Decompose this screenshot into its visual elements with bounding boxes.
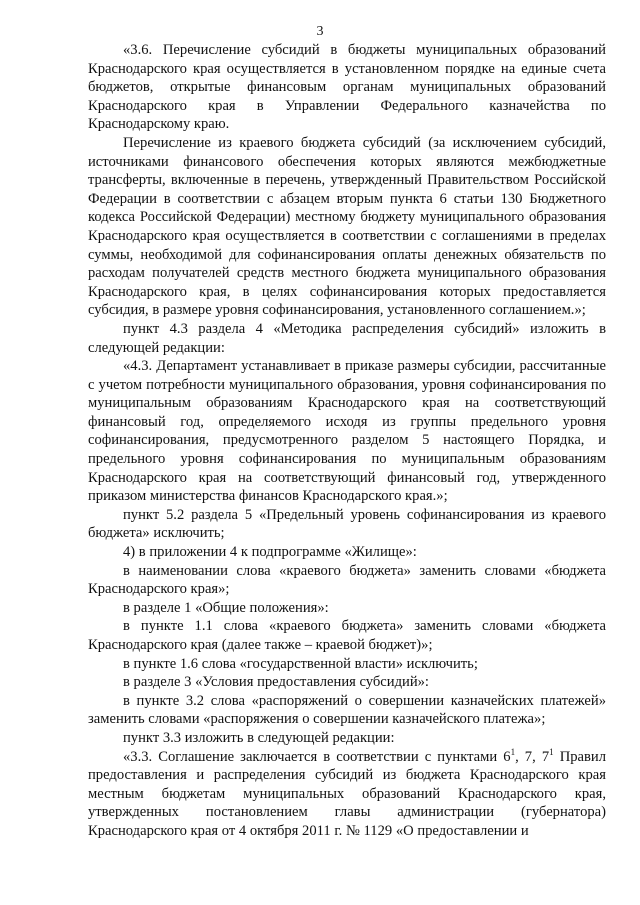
- paragraph-4-3: «4.3. Департамент устанавливает в приказе размеры субсидии, рассчитанные с учетом потребности муниципального образования, уровня софинансирования по муниципальным образованиям Краснодарского края на соответствующий финансовый год, определяемого исходя из группы предельного уровня софинансирования, предусмотренного разделом 5 настоящего Порядка, и предельного уровня софинансирования по муниципальным образованиям Краснодарского края на соответствующий финансовый год, утвержденного приказом министерства финансов Краснодарского края.»;: [88, 358, 606, 505]
- paragraph-section-3: в разделе 3 «Условия предоставления субсидий»:: [123, 674, 429, 691]
- paragraph-5-2: пункт 5.2 раздела 5 «Предельный уровень софинансирования из краевого бюджета» исключить;: [88, 506, 606, 542]
- paragraph-4-3-intro: пункт 4.3 раздела 4 «Методика распределения субсидий» изложить в следующей редакции:: [88, 320, 606, 356]
- paragraph-3-3-intro: пункт 3.3 изложить в следующей редакции:: [123, 729, 395, 746]
- paragraph-section-1: в разделе 1 «Общие положения»:: [123, 599, 329, 616]
- paragraph-appendix-4: 4) в приложении 4 к подпрограмме «Жилище»:: [123, 544, 417, 561]
- paragraph-3-6: «3.6. Перечисление субсидий в бюджеты муниципальных образований Краснодарского края осуществляется в установленном порядке на единые счета бюджетов, открытые финансовым органам муниципальных образований Краснодарского края в Управлении Федерального казначейства по Краснодарскому краю.: [88, 42, 606, 133]
- paragraph-3-3-part3: Правил предоставления и распределения субсидий из бюджета Краснодарского края местным бюджетам муниципальных образований Краснодарского края, утвержденных постановлением главы администрации (губернатора) Краснодарского края от 4 октября 2011 г. № 1129 «О предоставлении и: [88, 748, 606, 839]
- superscript-2: 1: [549, 746, 554, 757]
- paragraph-transfer: Перечисление из краевого бюджета субсидий (за исключением субсидий, источниками финансового обеспечения которых являются межбюджетные трансферты, включенные в перечень, утвержденный Правительством Российской Федерации в соответствии с абзацем вторым пункта 6 статьи 130 Бюджетного кодекса Российской Федерации) местному бюджету муниципального образования Краснодарского края осуществляется в соответствии с соглашениями в пределах суммы, необходимой для софинансирования оплаты денежных обязательств по расходам получателей средств местного бюджета муниципального образования Краснодарского края, в целях софинансирования которых предоставляется субсидия, в размере уровня софинансирования, установленного соглашением.»;: [88, 134, 606, 319]
- paragraph-title-change: в наименовании слова «краевого бюджета» заменить словами «бюджета Краснодарского края»;: [88, 562, 606, 598]
- page-number: 3: [316, 24, 324, 39]
- paragraph-3-3-part1: «3.3. Соглашение заключается в соответствии с пунктами 6: [123, 748, 511, 765]
- document-body: [88, 41, 606, 841]
- paragraph-3-3-part2: , 7, 7: [515, 748, 550, 765]
- superscript-1: 1: [510, 746, 516, 757]
- paragraph-1-6: в пункте 1.6 слова «государственной власти» исключить;: [123, 655, 478, 672]
- paragraph-3-2: в пункте 3.2 слова «распоряжений о совершении казначейских платежей» заменить словами «распоряжения о совершении казначейского платежа»;: [88, 692, 606, 728]
- paragraph-3-3: [88, 748, 606, 841]
- paragraph-1-1: в пункте 1.1 слова «краевого бюджета» заменить словами «бюджета Краснодарского края (далее также – краевой бюджет)»;: [88, 618, 606, 653]
